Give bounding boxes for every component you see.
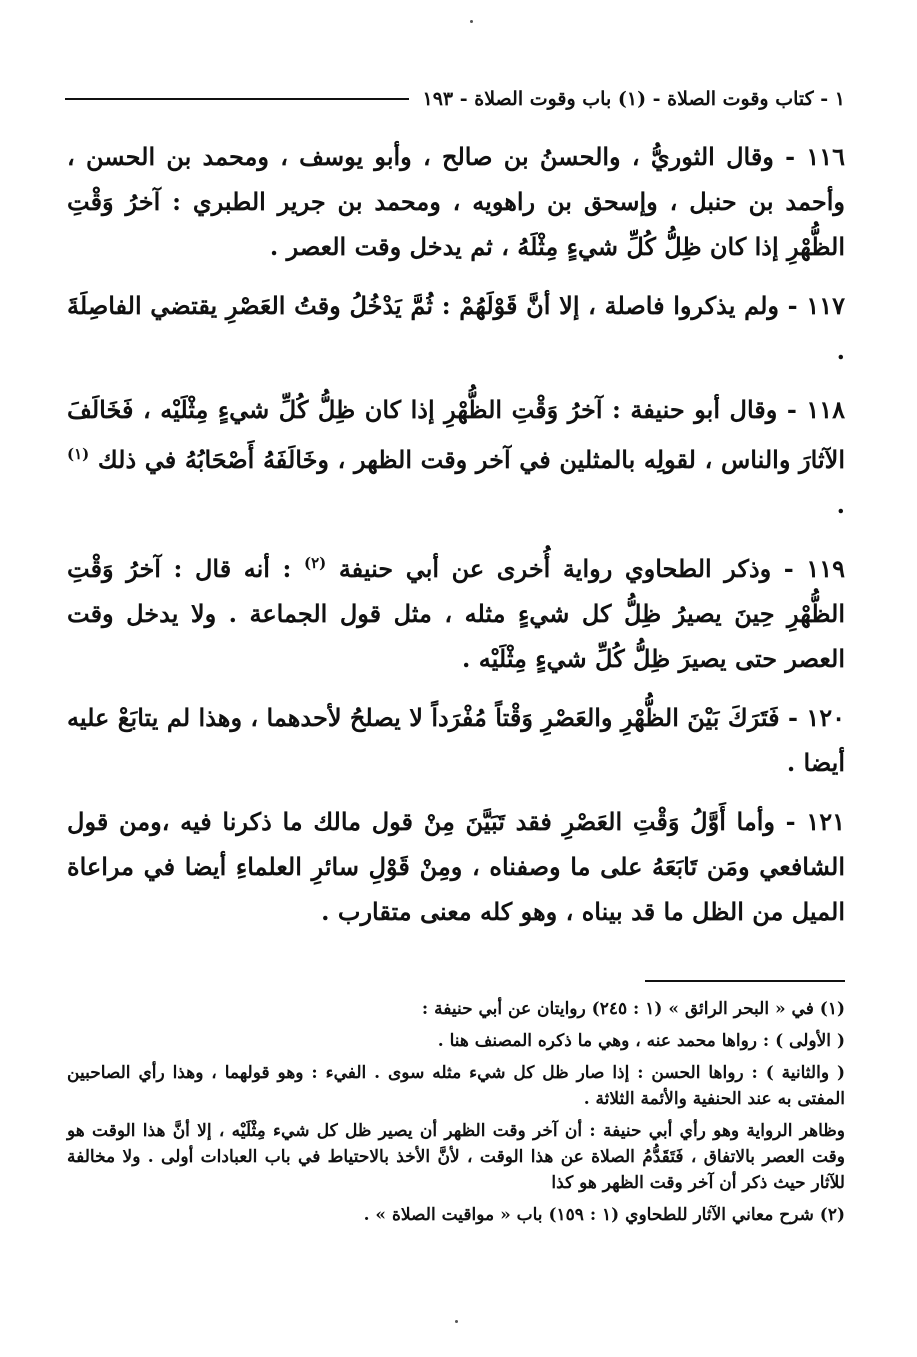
paragraph-119-text: ١١٩ - وذكر الطحاوي رواية أُخرى عن أبي حنيفة [338,554,845,583]
footnote-1-apparent: وظاهر الرواية وهو رأي أبي حنيفة : أن آخر وقت الظهر أن يصير ظل كل شيء مِثْلَيْه ، إلا أنَّ هذا الوقت هو وقت العصر بالاتفاق ، فَتَقَدُّمُ الصلاة عن هذا الوقت ، لأنَّ الأخذ بالاحتياط في باب العبادات أولى . ولا مخالفة للآثار حيث ذكر أن آخر وقت الظهر هو كذا [67,1121,845,1193]
paragraph-117: ١١٧ - ولم يذكروا فاصلة ، إلا أنَّ قَوْلَهُمْ : ثُمَّ يَدْخُلُ وقتُ العَصْرِ يقتضي الفاصِلَةَ . [67,291,845,365]
scan-speck [470,20,473,23]
footnote-ref-1: (١) [67,445,90,463]
footnote-1: (١) في « البحر الرائق » (١ : ٢٤٥) روايتان عن أبي حنيفة : [421,999,845,1019]
paragraph-118-tail: . [836,490,845,519]
paragraph-121: ١٢١ - وأما أَوَّلُ وَقْتِ العَصْرِ فقد تَبَيَّنَ مِنْ قول مالك ما ذكرنا فيه ،ومن قول الشافعي ومَن تَابَعَهُ على ما وصفناه ، ومِنْ قَوْلِ سائرِ العلماءِ أيضا في مراعاة الميل من الظل ما قد بيناه ، وهو كله معنى متقارب . [67,807,845,926]
footnote-divider [645,980,845,982]
paragraph-118 [67,387,845,527]
scan-speck [455,1320,458,1323]
footnote-1-second: ( والثانية ) : رواها الحسن : إذا صار ظل كل شيء مثله سوى . الفيء : وهو قولهما ، وهذا رأي الصاحبين المفتى به عند الحنفية والأئمة الثلاثة . [67,1063,845,1109]
paragraph-119-tail: : أنه قال : آخرُ وَقْتِ الظُّهْرِ حِينَ يصيرُ ظِلُّ كل شيءٍ مثله ، مثل قول الجماعة . ولا يدخل وقت العصر حتى يصيرَ ظِلُّ كُلِّ شيءٍ مِثْلَيْه . [67,554,845,673]
paragraph-119 [67,541,845,681]
header-rule [65,98,409,100]
footnotes [67,996,845,1234]
footnote-2: (٢) شرح معاني الآثار للطحاوي (١ : ١٥٩) باب « مواقيت الصلاة » . [363,1205,845,1225]
paragraph-120: ١٢٠ - فَتَرَكَ بَيْنَ الظُّهْرِ والعَصْرِ وَقْتاً مُفْرَداً لا يصلحُ لأحدهما ، وهذا لم يتابَعْ عليه أيضا . [67,703,845,777]
running-header [65,82,845,116]
paragraph-118-text: ١١٨ - وقال أبو حنيفة : آخرُ وَقْتِ الظُّهْرِ إذا كان ظِلُّ كُلِّ شيءٍ مِثْلَيْه ، فَخَالَفَ الآثارَ والناس ، لقولِه بالمثلين في آخر وقت الظهر ، وخَالَفَهُ أَصْحَابُهُ في ذلك [67,395,845,474]
footnote-1-first: ( الأولى ) : رواها محمد عنه ، وهي ما ذكره المصنف هنا . [437,1031,845,1051]
footnote-ref-2: (٢) [303,554,327,572]
paragraph-116: ١١٦ - وقال الثوريُّ ، والحسنُ بن صالح ، وأبو يوسف ، ومحمد بن الحسن ، وأحمد بن حنبل ، وإسحق بن راهويه ، ومحمد بن جرير الطبري : آخرُ وَقْتِ الظُّهْرِ إذا كان ظِلُّ كُلِّ شيءٍ مِثْلَهُ ، ثم يدخل وقت العصر . [67,142,845,261]
main-text [67,134,845,948]
running-title: ١ - كتاب وقوت الصلاة - (١) باب وقوت الصلاة - ١٩٣ [422,88,845,110]
